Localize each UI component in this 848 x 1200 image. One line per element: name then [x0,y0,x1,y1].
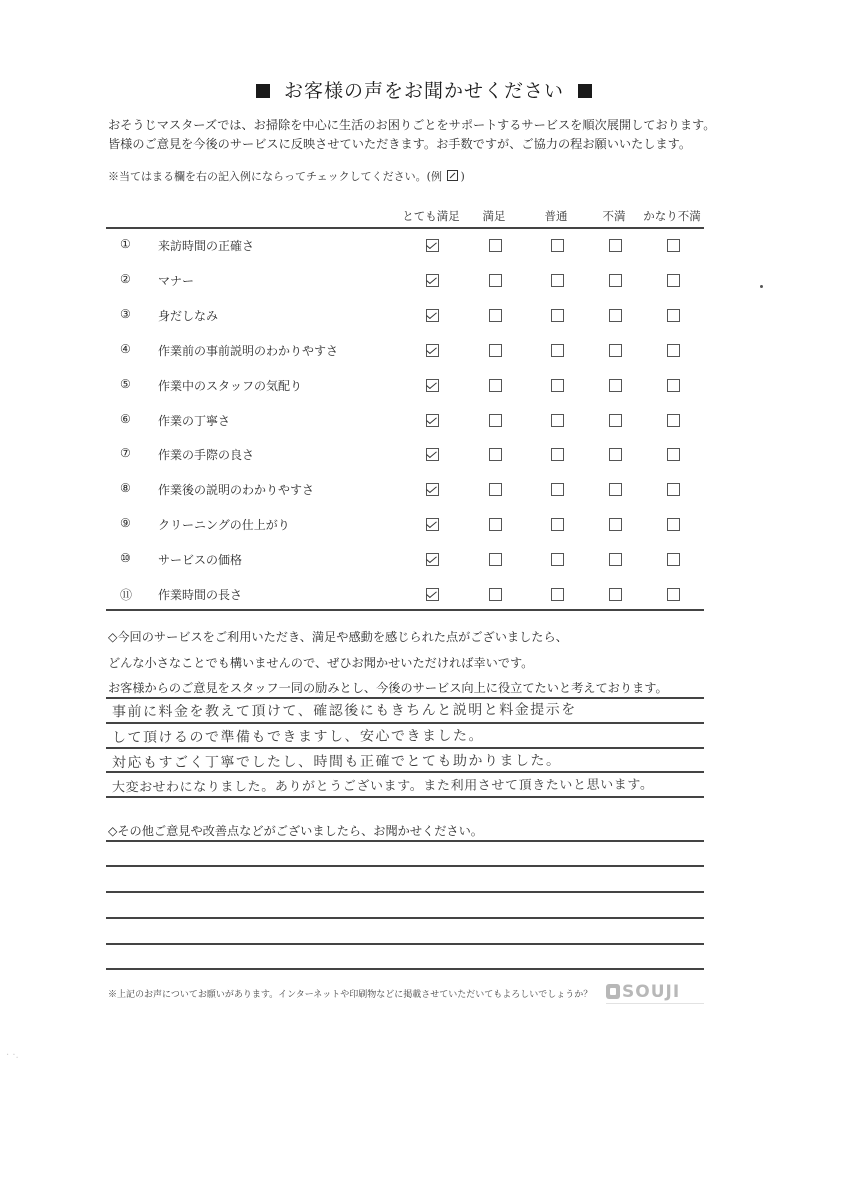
checkbox[interactable] [667,239,680,252]
table-bottom-rule [106,609,704,611]
checkbox-checked[interactable] [426,448,439,461]
table-top-rule [106,227,704,229]
checkbox[interactable] [489,274,502,287]
page-title: お客様の声をお聞かせください [0,76,848,103]
answer-line[interactable] [106,968,704,970]
question-number: ② [120,271,131,286]
checkbox[interactable] [667,379,680,392]
question-label: 作業時間の長さ [158,588,243,602]
writing-line [106,796,704,798]
rating-row [0,586,848,606]
question-label: クリーニングの仕上がり [158,518,290,533]
checkbox[interactable] [551,344,564,357]
question-number: ③ [120,306,131,321]
checkbox-checked[interactable] [426,379,439,392]
checkbox[interactable] [667,483,680,496]
question-label: マナー [158,273,195,288]
question-number: ⑩ [120,551,131,566]
logo-underline [606,1003,704,1004]
checkbox[interactable] [551,553,564,566]
satisfaction-prompt-line: お客様からのご意見をスタッフ一同の励みとし、今後のサービス向上に役立てたいと考えております。 [108,681,668,695]
writing-line [106,771,704,773]
rating-row [0,377,848,397]
handwritten-answer-line[interactable]: 事前に料金を教えて頂けて、確認後にもきちんと説明と料金提示を [111,701,577,721]
checkbox[interactable] [489,309,502,322]
example-checkbox-icon [447,170,458,181]
question-label: 作業前の事前説明のわかりやすさ [158,343,339,358]
rating-row [0,481,848,501]
checkbox[interactable] [489,448,502,461]
checkbox[interactable] [667,274,680,287]
checkbox-checked[interactable] [426,518,439,531]
column-header: 満足 [482,209,506,223]
checkbox[interactable] [609,239,622,252]
intro-text [108,116,728,154]
checkbox[interactable] [609,588,622,601]
intro-line: おそうじマスターズでは、お掃除を中心に生活のお困りごとをサポートするサービスを順次展開しております。 [108,118,716,132]
intro-line: 皆様のご意見を今後のサービスに反映させていただきます。お手数ですが、ご協力の程お願いいたします。 [108,137,692,151]
handwritten-answer-line[interactable]: して頂けるので準備もできますし、安心できました。 [111,728,485,746]
logo-mark-icon [606,984,620,999]
checkbox[interactable] [551,588,564,601]
checkbox[interactable] [609,553,622,566]
question-number: ⑤ [120,376,131,391]
satisfaction-prompt-line: ◇今回のサービスをご利用いただき、満足や感動を感じられた点がございましたら、 [108,630,568,644]
rating-row [0,516,848,536]
checkbox[interactable] [667,553,680,566]
column-header: かなり不満 [643,209,701,223]
checkbox[interactable] [551,448,564,461]
rating-row [0,446,848,466]
checkbox[interactable] [609,448,622,461]
checkbox[interactable] [489,553,502,566]
question-number: ⑪ [120,588,133,602]
checkbox[interactable] [667,414,680,427]
answer-line[interactable] [106,917,704,919]
checkbox[interactable] [667,309,680,322]
checkbox[interactable] [609,274,622,287]
instruction-note: ※当てはまる欄を右の記入例にならってチェックしてください。(例 ) [108,170,465,183]
checkbox[interactable] [667,344,680,357]
square-bullet-icon [578,84,592,98]
checkbox[interactable] [489,483,502,496]
checkbox-checked[interactable] [426,344,439,357]
column-header: 普通 [544,209,568,223]
checkbox[interactable] [609,379,622,392]
answer-line[interactable] [106,943,704,945]
question-label: 作業の手際の良さ [158,448,255,463]
osouji-logo: SOUJI [606,982,680,1002]
checkbox-checked[interactable] [426,239,439,252]
question-label: サービスの価格 [158,553,243,568]
answer-line[interactable] [106,865,704,867]
checkbox[interactable] [551,414,564,427]
question-label: 作業中のスタッフの気配り [158,378,303,393]
satisfaction-prompt-line: どんな小さなことでも構いませんので、ぜひお聞かせいただければ幸いです。 [108,656,534,670]
checkbox[interactable] [489,588,502,601]
handwritten-answer-line[interactable]: 対応もすごく丁寧でしたし、時間も正確でとても助かりました。 [111,752,562,772]
question-label: 来訪時間の正確さ [158,239,255,253]
writing-line [106,697,704,699]
writing-line [106,722,704,724]
question-number: ⑧ [120,481,131,496]
checkbox[interactable] [609,518,622,531]
checkbox-checked[interactable] [426,309,439,322]
question-label: 身だしなみ [158,308,219,323]
rating-row [0,412,848,432]
column-header: とても満足 [402,209,460,223]
checkbox[interactable] [551,274,564,287]
checkbox[interactable] [489,518,502,531]
checkbox[interactable] [551,239,564,252]
question-number: ⑨ [120,516,131,531]
question-number: ④ [120,341,131,356]
rating-row [0,342,848,362]
checkbox[interactable] [609,309,622,322]
checkbox[interactable] [489,414,502,427]
scan-specks: · ·. [6,1050,19,1061]
checkbox[interactable] [489,239,502,252]
rating-row [0,551,848,571]
checkbox[interactable] [667,518,680,531]
question-number: ⑦ [120,446,131,461]
question-number: ① [120,237,131,251]
writing-line [106,840,704,842]
checkbox-checked[interactable] [426,483,439,496]
square-bullet-icon [256,84,270,98]
checkbox-checked[interactable] [426,553,439,566]
checkbox-checked[interactable] [426,588,439,601]
footer-note: ※上記のお声についてお願いがあります。インターネットや印刷物などに掲載させていただいてもよろしいでしょうか？ [108,990,593,1000]
checkbox[interactable] [551,379,564,392]
answer-line[interactable] [106,891,704,893]
rating-row [0,237,848,257]
column-header: 不満 [602,209,626,223]
checkbox[interactable] [609,414,622,427]
question-label: 作業後の説明のわかりやすさ [158,483,315,498]
scan-speck [760,285,763,288]
checkbox[interactable] [489,379,502,392]
checkbox[interactable] [609,344,622,357]
checkbox[interactable] [609,483,622,496]
question-number: ⑥ [120,411,131,426]
checkbox[interactable] [667,588,680,601]
checkbox[interactable] [551,518,564,531]
checkbox[interactable] [667,448,680,461]
rating-row [0,272,848,292]
other-prompt: ◇その他ご意見や改善点などがございましたら、お聞かせください。 [108,824,483,838]
checkbox[interactable] [489,344,502,357]
checkbox-checked[interactable] [426,414,439,427]
handwritten-answer-line[interactable]: 大変おせわになりました。ありがとうございます。また利用させて頂きたいと思います。 [111,777,654,796]
checkbox[interactable] [551,309,564,322]
checkbox[interactable] [551,483,564,496]
question-label: 作業の丁寧さ [158,413,231,428]
rating-row [0,307,848,327]
checkbox-checked[interactable] [426,274,439,287]
writing-line [106,747,704,749]
